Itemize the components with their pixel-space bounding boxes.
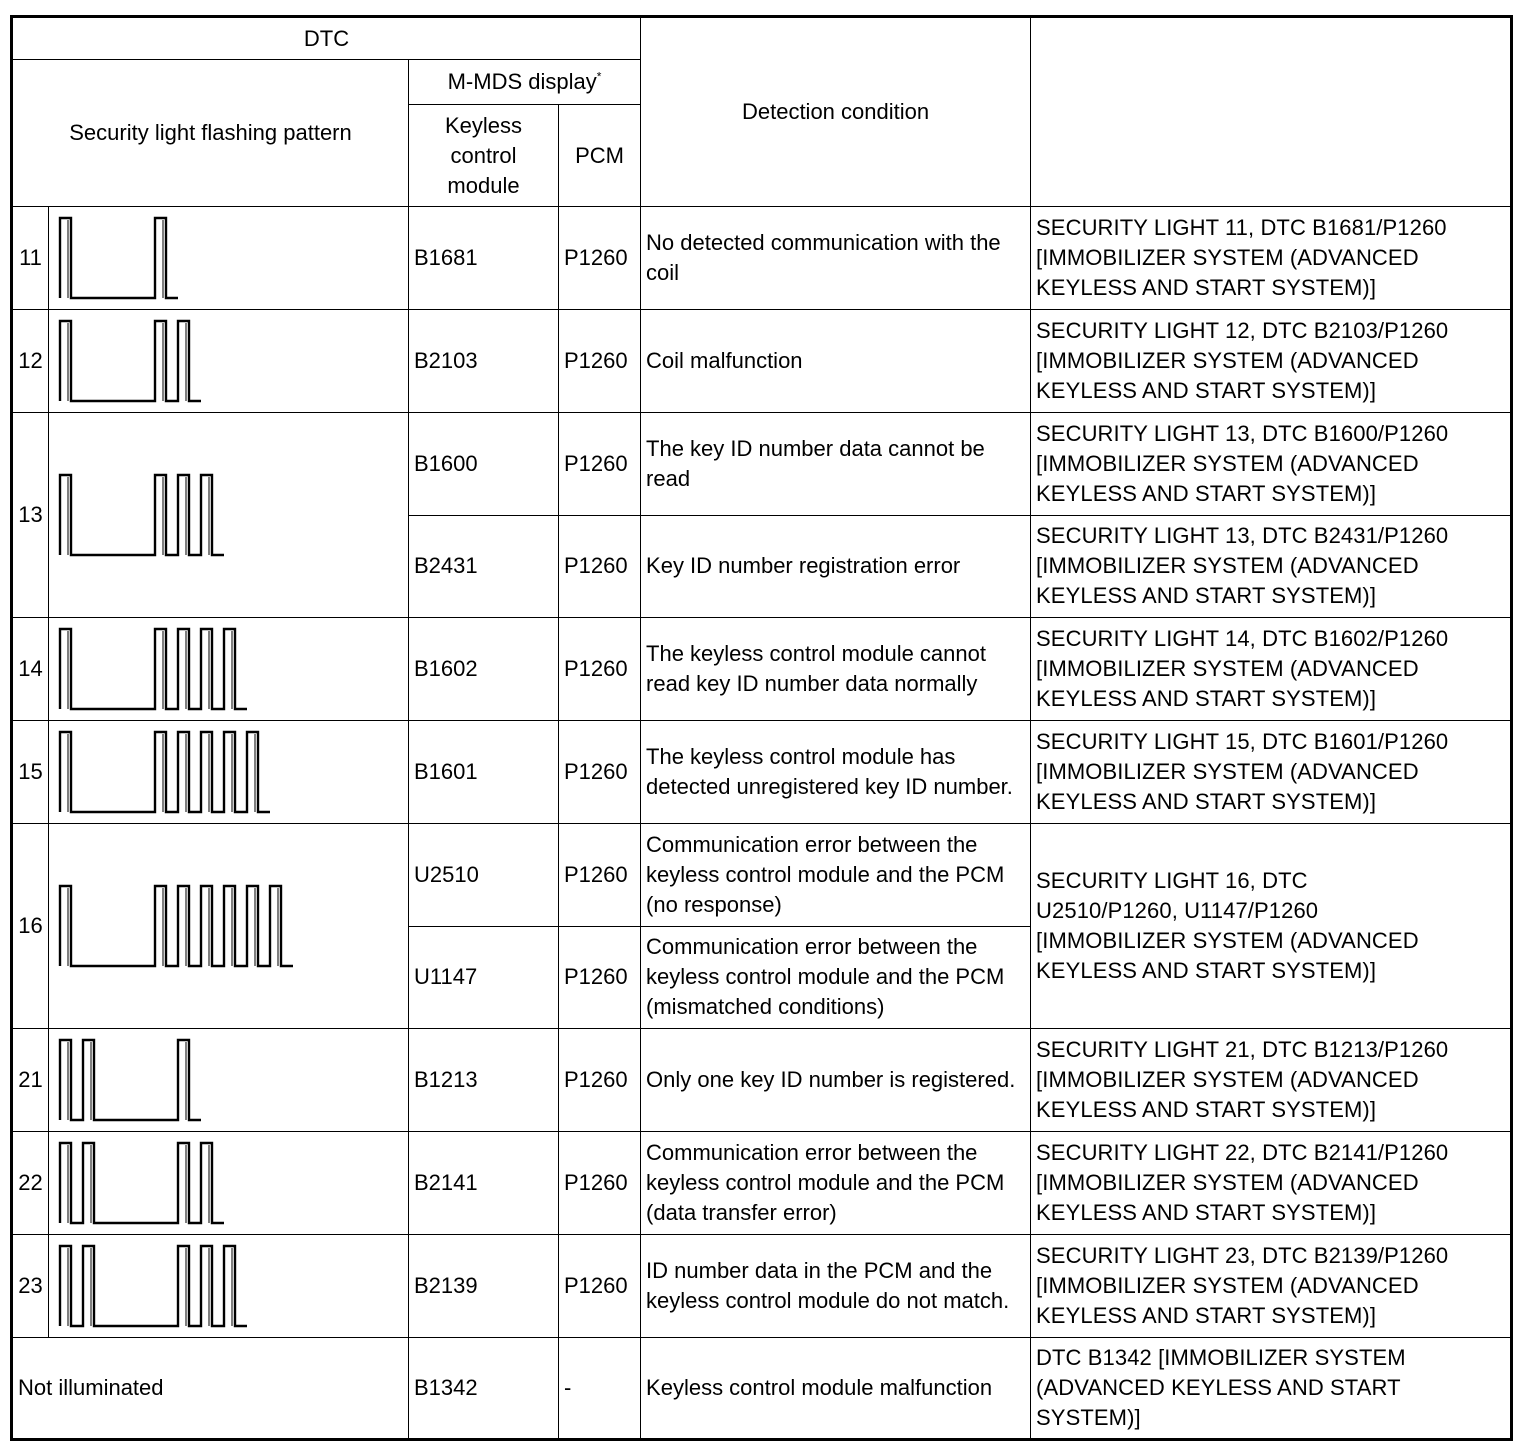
detection-condition: No detected communication with the coil: [641, 207, 1031, 310]
flash-pattern-diagram: [54, 1029, 409, 1131]
security-light-number: 11: [12, 207, 49, 310]
reference-cell: [1031, 618, 1512, 721]
mmds-display-label: M-MDS display: [447, 69, 597, 94]
flash-pattern-cell: [49, 413, 409, 618]
detection-condition-header: Detection condition: [641, 17, 1031, 207]
keyless-dtc-code: B1600: [409, 413, 559, 516]
reference-text: SECURITY LIGHT 13, DTC B2431/P1260 [IMMOBILIZER SYSTEM (ADVANCED KEYLESS AND START SYSTEM)]: [1036, 523, 1449, 609]
keyless-dtc-code: B1342: [409, 1338, 559, 1440]
detection-condition: The keyless control module cannot read key ID number data normally: [641, 618, 1031, 721]
flash-pattern-diagram: [54, 1132, 409, 1234]
dtc-row: [12, 310, 1512, 413]
light-waveform: [60, 1040, 201, 1120]
flash-pattern-diagram: [54, 1235, 409, 1337]
dtc-row: [12, 1132, 1512, 1235]
detection-condition: The key ID number data cannot be read: [641, 413, 1031, 516]
dtc-row: [12, 721, 1512, 824]
security-light-number: 23: [12, 1235, 49, 1338]
flash-pattern-diagram: [54, 310, 409, 412]
flash-pattern-diagram: [54, 207, 409, 309]
reference-cell: [1031, 515, 1512, 618]
dtc-row: [12, 207, 1512, 310]
pcm-dtc-code: P1260: [559, 1235, 641, 1338]
flash-pattern-cell: [49, 207, 409, 310]
reference-text: SECURITY LIGHT 11, DTC B1681/P1260 [IMMOBILIZER SYSTEM (ADVANCED KEYLESS AND START SYSTEM)]: [1036, 215, 1447, 300]
keyless-dtc-code: B1213: [409, 1029, 559, 1132]
flash-pattern-cell: [49, 310, 409, 413]
flash-pattern-diagram: [54, 413, 409, 617]
flash-pattern-cell: [49, 618, 409, 721]
pcm-dtc-code: P1260: [559, 721, 641, 824]
reference-text: DTC B1342 [IMMOBILIZER SYSTEM (ADVANCED KEYLESS AND START SYSTEM)]: [1036, 1345, 1406, 1430]
pcm-dtc-code: P1260: [559, 824, 641, 927]
keyless-dtc-code: B2103: [409, 310, 559, 413]
detection-condition: ID number data in the PCM and the keyless control module do not match.: [641, 1235, 1031, 1338]
dtc-header: DTC: [12, 17, 641, 60]
pcm-dtc-code: P1260: [559, 413, 641, 516]
keyless-dtc-code: U2510: [409, 824, 559, 927]
detection-condition: Communication error between the keyless control module and the PCM (mismatched conditions): [641, 926, 1031, 1029]
pcm-dtc-code: P1260: [559, 310, 641, 413]
flash-pattern-header: Security light flashing pattern: [12, 60, 409, 207]
reference-text: SECURITY LIGHT 15, DTC B1601/P1260 [IMMOBILIZER SYSTEM (ADVANCED KEYLESS AND START SYSTEM)]: [1036, 729, 1449, 814]
detection-condition: Communication error between the keyless control module and the PCM (data transfer error): [641, 1132, 1031, 1235]
reference-cell: [1031, 824, 1512, 1029]
keyless-dtc-code: B2139: [409, 1235, 559, 1338]
flash-pattern-cell: [49, 1132, 409, 1235]
pcm-dtc-code: P1260: [559, 926, 641, 1029]
reference-text: SECURITY LIGHT 13, DTC B1600/P1260 [IMMOBILIZER SYSTEM (ADVANCED KEYLESS AND START SYSTEM)]: [1036, 420, 1449, 506]
security-light-number: 12: [12, 310, 49, 413]
keyless-dtc-code: B2141: [409, 1132, 559, 1235]
pcm-dtc-code: -: [559, 1338, 641, 1440]
dtc-row: [12, 1235, 1512, 1338]
reference-text: SECURITY LIGHT 22, DTC B2141/P1260 [IMMOBILIZER SYSTEM (ADVANCED KEYLESS AND START SYSTEM)]: [1036, 1140, 1449, 1225]
flash-pattern-diagram: [54, 618, 409, 720]
flash-pattern-cell: [49, 1029, 409, 1132]
not-illuminated-label: Not illuminated: [12, 1338, 409, 1440]
security-light-number: 13: [12, 413, 49, 618]
light-waveform: [60, 1246, 247, 1326]
reference-cell: [1031, 1235, 1512, 1338]
pcm-header: PCM: [559, 105, 641, 207]
dtc-row: [12, 618, 1512, 721]
dtc-row: [12, 824, 1512, 927]
reference-text: SECURITY LIGHT 23, DTC B2139/P1260 [IMMOBILIZER SYSTEM (ADVANCED KEYLESS AND START SYSTEM)]: [1036, 1243, 1449, 1328]
reference-text: SECURITY LIGHT 16, DTC U2510/P1260, U1147/P1260 [IMMOBILIZER SYSTEM (ADVANCED KEYLESS AND START SYSTEM)]: [1036, 868, 1419, 983]
keyless-module-header: Keyless control module: [409, 105, 559, 207]
keyless-dtc-code: B1601: [409, 721, 559, 824]
light-waveform: [60, 321, 201, 401]
reference-text: SECURITY LIGHT 12, DTC B2103/P1260 [IMMOBILIZER SYSTEM (ADVANCED KEYLESS AND START SYSTEM)]: [1036, 318, 1449, 403]
light-waveform: [60, 1143, 224, 1223]
keyless-dtc-code: U1147: [409, 926, 559, 1029]
security-light-number: 14: [12, 618, 49, 721]
detection-condition: The keyless control module has detected unregistered key ID number.: [641, 721, 1031, 824]
pcm-dtc-code: P1260: [559, 207, 641, 310]
not-illuminated-row: [12, 1338, 1512, 1440]
keyless-dtc-code: B1602: [409, 618, 559, 721]
dtc-table: [10, 15, 1513, 1441]
security-light-number: 15: [12, 721, 49, 824]
pcm-dtc-code: P1260: [559, 1029, 641, 1132]
reference-text: SECURITY LIGHT 21, DTC B1213/P1260 [IMMOBILIZER SYSTEM (ADVANCED KEYLESS AND START SYSTEM)]: [1036, 1037, 1449, 1122]
reference-header: [1031, 17, 1512, 207]
detection-condition: Key ID number registration error: [641, 515, 1031, 618]
detection-condition: Keyless control module malfunction: [641, 1338, 1031, 1440]
light-waveform: [60, 886, 293, 966]
dtc-row: [12, 1029, 1512, 1132]
flash-pattern-diagram: [54, 824, 409, 1028]
light-waveform: [60, 732, 270, 812]
keyless-dtc-code: B2431: [409, 515, 559, 618]
pcm-dtc-code: P1260: [559, 1132, 641, 1235]
reference-text: SECURITY LIGHT 14, DTC B1602/P1260 [IMMOBILIZER SYSTEM (ADVANCED KEYLESS AND START SYSTEM)]: [1036, 626, 1449, 711]
flash-pattern-diagram: [54, 721, 409, 823]
reference-cell: [1031, 1029, 1512, 1132]
reference-cell: [1031, 413, 1512, 516]
pcm-dtc-code: P1260: [559, 515, 641, 618]
flash-pattern-cell: [49, 824, 409, 1029]
security-light-number: 16: [12, 824, 49, 1029]
light-waveform: [60, 218, 178, 298]
security-light-number: 22: [12, 1132, 49, 1235]
pcm-dtc-code: P1260: [559, 618, 641, 721]
reference-cell: [1031, 1338, 1512, 1440]
detection-condition: Communication error between the keyless control module and the PCM (no response): [641, 824, 1031, 927]
reference-cell: [1031, 1132, 1512, 1235]
mmds-display-header: [409, 60, 641, 105]
detection-condition: Only one key ID number is registered.: [641, 1029, 1031, 1132]
flash-pattern-cell: [49, 1235, 409, 1338]
reference-cell: [1031, 310, 1512, 413]
security-light-number: 21: [12, 1029, 49, 1132]
reference-cell: [1031, 721, 1512, 824]
keyless-dtc-code: B1681: [409, 207, 559, 310]
detection-condition: Coil malfunction: [641, 310, 1031, 413]
dtc-rows: [12, 207, 1512, 1440]
dtc-row: [12, 413, 1512, 516]
light-waveform: [60, 475, 224, 555]
light-waveform: [60, 629, 247, 709]
flash-pattern-cell: [49, 721, 409, 824]
reference-cell: [1031, 207, 1512, 310]
footnote-mark: *: [596, 69, 602, 84]
